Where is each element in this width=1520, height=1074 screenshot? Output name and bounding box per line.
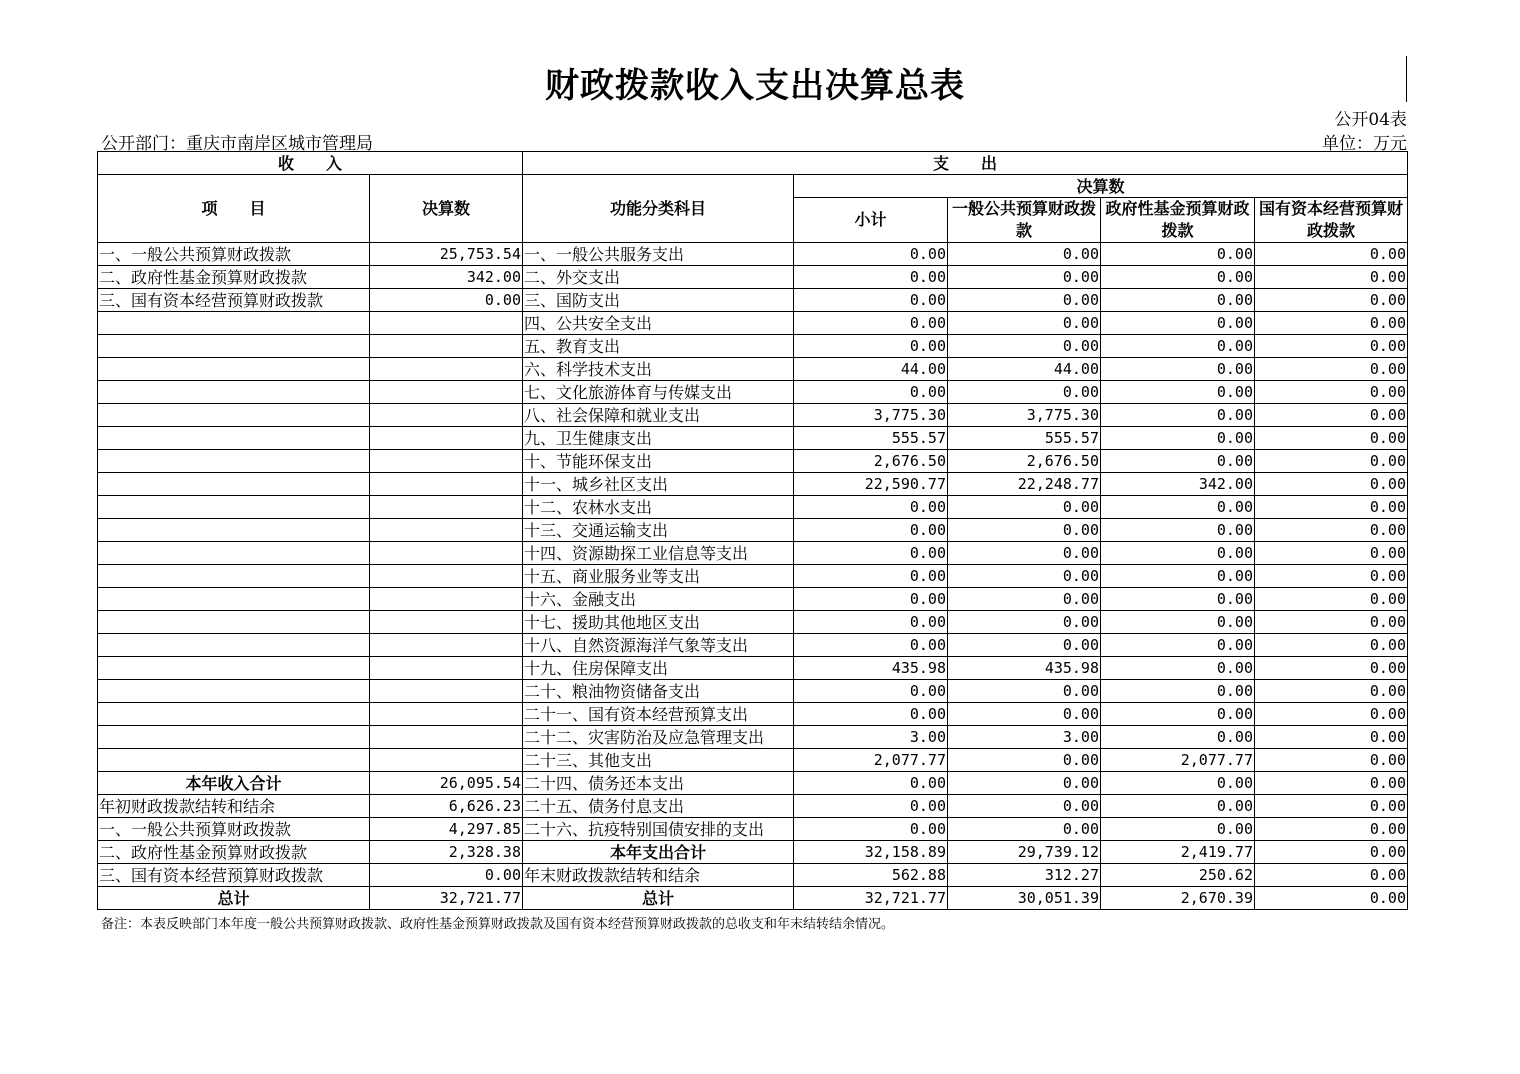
general-budget-cell: 312.27	[948, 864, 1101, 887]
subtotal-cell: 0.00	[794, 519, 948, 542]
state-capital-cell: 0.00	[1255, 496, 1408, 519]
general-budget-cell: 0.00	[948, 243, 1101, 266]
income-item-cell	[98, 335, 370, 358]
expense-header: 支 出	[523, 152, 1408, 175]
general-budget-cell: 0.00	[948, 542, 1101, 565]
unit-label: 单位：万元	[1322, 134, 1407, 154]
expense-subject-cell: 十三、交通运输支出	[523, 519, 794, 542]
subtotal-cell: 0.00	[794, 588, 948, 611]
state-capital-cell: 0.00	[1255, 634, 1408, 657]
income-amount-cell	[370, 565, 523, 588]
gov-fund-cell: 0.00	[1101, 772, 1255, 795]
state-capital-cell: 0.00	[1255, 818, 1408, 841]
table-row	[98, 726, 1408, 749]
table-row	[98, 749, 1408, 772]
income-amount-cell	[370, 588, 523, 611]
income-amount-cell	[370, 726, 523, 749]
table-row	[98, 243, 1408, 266]
final-group-header: 决算数	[794, 175, 1408, 198]
state-capital-cell: 0.00	[1255, 841, 1408, 864]
subtotal-cell: 3,775.30	[794, 404, 948, 427]
gov-fund-header: 政府性基金预算财政拨款	[1101, 198, 1255, 243]
department-label: 公开部门：重庆市南岸区城市管理局	[101, 134, 373, 154]
expense-subject-cell: 本年支出合计	[523, 841, 794, 864]
expense-subject-cell: 七、文化旅游体育与传媒支出	[523, 381, 794, 404]
expense-subject-cell: 五、教育支出	[523, 335, 794, 358]
expense-subject-cell: 十七、援助其他地区支出	[523, 611, 794, 634]
gov-fund-cell: 342.00	[1101, 473, 1255, 496]
income-amount-cell: 342.00	[370, 266, 523, 289]
page-title: 财政拨款收入支出决算总表	[545, 66, 965, 106]
subtotal-cell: 0.00	[794, 496, 948, 519]
gov-fund-cell: 0.00	[1101, 795, 1255, 818]
table-row	[98, 818, 1408, 841]
income-item-cell: 一、一般公共预算财政拨款	[98, 243, 370, 266]
function-subject-header: 功能分类科目	[523, 175, 794, 243]
subtotal-cell: 0.00	[794, 818, 948, 841]
income-amount-cell	[370, 427, 523, 450]
state-capital-cell: 0.00	[1255, 657, 1408, 680]
expense-subject-cell: 八、社会保障和就业支出	[523, 404, 794, 427]
income-header: 收 入	[98, 152, 523, 175]
expense-subject-cell: 三、国防支出	[523, 289, 794, 312]
income-amount-cell	[370, 680, 523, 703]
income-amount-cell: 4,297.85	[370, 818, 523, 841]
income-amount-cell	[370, 496, 523, 519]
gov-fund-cell: 0.00	[1101, 818, 1255, 841]
expense-subject-cell: 十五、商业服务业等支出	[523, 565, 794, 588]
general-budget-cell: 29,739.12	[948, 841, 1101, 864]
expense-subject-cell: 十一、城乡社区支出	[523, 473, 794, 496]
expense-subject-cell: 总计	[523, 887, 794, 910]
income-item-cell	[98, 726, 370, 749]
appropriation-table	[97, 151, 1408, 910]
subtotal-cell: 0.00	[794, 243, 948, 266]
expense-subject-cell: 年末财政拨款结转和结余	[523, 864, 794, 887]
income-amount-cell	[370, 519, 523, 542]
income-item-cell: 年初财政拨款结转和结余	[98, 795, 370, 818]
gov-fund-cell: 0.00	[1101, 335, 1255, 358]
final-amount-header: 决算数	[370, 175, 523, 243]
income-item-cell	[98, 542, 370, 565]
income-item-cell	[98, 473, 370, 496]
income-amount-cell: 0.00	[370, 289, 523, 312]
income-item-cell	[98, 749, 370, 772]
general-budget-cell: 0.00	[948, 611, 1101, 634]
income-amount-cell	[370, 542, 523, 565]
state-capital-cell: 0.00	[1255, 266, 1408, 289]
subtotal-cell: 0.00	[794, 795, 948, 818]
income-item-cell	[98, 519, 370, 542]
table-row	[98, 611, 1408, 634]
gov-fund-cell: 0.00	[1101, 266, 1255, 289]
subtotal-cell: 32,721.77	[794, 887, 948, 910]
state-capital-cell: 0.00	[1255, 795, 1408, 818]
gov-fund-cell: 0.00	[1101, 289, 1255, 312]
state-capital-cell: 0.00	[1255, 289, 1408, 312]
table-row	[98, 841, 1408, 864]
subtotal-cell: 0.00	[794, 703, 948, 726]
income-item-cell	[98, 703, 370, 726]
income-amount-cell	[370, 703, 523, 726]
gov-fund-cell: 0.00	[1101, 588, 1255, 611]
general-budget-cell: 0.00	[948, 818, 1101, 841]
general-budget-cell: 44.00	[948, 358, 1101, 381]
general-budget-cell: 0.00	[948, 703, 1101, 726]
expense-subject-cell: 四、公共安全支出	[523, 312, 794, 335]
subtotal-cell: 0.00	[794, 312, 948, 335]
income-item-cell: 本年收入合计	[98, 772, 370, 795]
table-row	[98, 312, 1408, 335]
income-item-cell	[98, 404, 370, 427]
expense-subject-cell: 十八、自然资源海洋气象等支出	[523, 634, 794, 657]
income-item-cell	[98, 496, 370, 519]
expense-subject-cell: 二十四、债务还本支出	[523, 772, 794, 795]
state-capital-cell: 0.00	[1255, 519, 1408, 542]
income-item-cell	[98, 588, 370, 611]
gov-fund-cell: 0.00	[1101, 243, 1255, 266]
expense-subject-cell: 十九、住房保障支出	[523, 657, 794, 680]
gov-fund-cell: 2,419.77	[1101, 841, 1255, 864]
subtotal-cell: 22,590.77	[794, 473, 948, 496]
income-item-cell: 二、政府性基金预算财政拨款	[98, 266, 370, 289]
gov-fund-cell: 2,670.39	[1101, 887, 1255, 910]
state-capital-cell: 0.00	[1255, 611, 1408, 634]
table-row	[98, 427, 1408, 450]
state-capital-cell: 0.00	[1255, 381, 1408, 404]
state-capital-cell: 0.00	[1255, 680, 1408, 703]
income-amount-cell	[370, 611, 523, 634]
income-amount-cell	[370, 473, 523, 496]
table-row	[98, 289, 1408, 312]
gov-fund-cell: 0.00	[1101, 726, 1255, 749]
general-budget-cell: 22,248.77	[948, 473, 1101, 496]
state-capital-cell: 0.00	[1255, 473, 1408, 496]
income-amount-cell: 6,626.23	[370, 795, 523, 818]
general-budget-header: 一般公共预算财政拨款	[948, 198, 1101, 243]
income-item-cell: 三、国有资本经营预算财政拨款	[98, 289, 370, 312]
gov-fund-cell: 0.00	[1101, 358, 1255, 381]
income-amount-cell	[370, 634, 523, 657]
subtotal-cell: 0.00	[794, 611, 948, 634]
expense-subject-cell: 十六、金融支出	[523, 588, 794, 611]
state-capital-cell: 0.00	[1255, 864, 1408, 887]
subtotal-cell: 0.00	[794, 542, 948, 565]
subtotal-cell: 0.00	[794, 680, 948, 703]
table-row	[98, 542, 1408, 565]
table-row	[98, 772, 1408, 795]
general-budget-cell: 0.00	[948, 795, 1101, 818]
subtotal-cell: 0.00	[794, 266, 948, 289]
subtotal-cell: 0.00	[794, 289, 948, 312]
subtotal-cell: 435.98	[794, 657, 948, 680]
income-amount-cell	[370, 450, 523, 473]
income-item-cell	[98, 611, 370, 634]
subtotal-cell: 44.00	[794, 358, 948, 381]
subtotal-cell: 0.00	[794, 634, 948, 657]
income-amount-cell: 2,328.38	[370, 841, 523, 864]
expense-subject-cell: 二十五、债务付息支出	[523, 795, 794, 818]
subtotal-cell: 0.00	[794, 772, 948, 795]
state-capital-cell: 0.00	[1255, 588, 1408, 611]
table-row	[98, 266, 1408, 289]
income-item-cell: 二、政府性基金预算财政拨款	[98, 841, 370, 864]
table-row	[98, 496, 1408, 519]
state-capital-cell: 0.00	[1255, 542, 1408, 565]
gov-fund-cell: 0.00	[1101, 565, 1255, 588]
general-budget-cell: 435.98	[948, 657, 1101, 680]
gov-fund-cell: 0.00	[1101, 404, 1255, 427]
general-budget-cell: 3.00	[948, 726, 1101, 749]
state-capital-cell: 0.00	[1255, 726, 1408, 749]
form-number: 公开04表	[1334, 110, 1407, 130]
general-budget-cell: 0.00	[948, 565, 1101, 588]
income-amount-cell: 25,753.54	[370, 243, 523, 266]
general-budget-cell: 0.00	[948, 519, 1101, 542]
gov-fund-cell: 0.00	[1101, 519, 1255, 542]
table-row	[98, 358, 1408, 381]
income-item-cell	[98, 634, 370, 657]
income-item-cell	[98, 381, 370, 404]
general-budget-cell: 0.00	[948, 772, 1101, 795]
item-header: 项 目	[98, 175, 370, 243]
general-budget-cell: 30,051.39	[948, 887, 1101, 910]
income-amount-cell	[370, 312, 523, 335]
general-budget-cell: 0.00	[948, 289, 1101, 312]
gov-fund-cell: 0.00	[1101, 611, 1255, 634]
table-row	[98, 588, 1408, 611]
expense-subject-cell: 二十三、其他支出	[523, 749, 794, 772]
expense-subject-cell: 十、节能环保支出	[523, 450, 794, 473]
income-item-cell: 三、国有资本经营预算财政拨款	[98, 864, 370, 887]
income-amount-cell	[370, 657, 523, 680]
subtotal-cell: 0.00	[794, 335, 948, 358]
table-row	[98, 795, 1408, 818]
income-item-cell: 总计	[98, 887, 370, 910]
gov-fund-cell: 250.62	[1101, 864, 1255, 887]
income-item-cell	[98, 358, 370, 381]
general-budget-cell: 0.00	[948, 634, 1101, 657]
state-capital-cell: 0.00	[1255, 450, 1408, 473]
subtotal-cell: 2,676.50	[794, 450, 948, 473]
state-capital-cell: 0.00	[1255, 703, 1408, 726]
income-amount-cell	[370, 381, 523, 404]
table-row	[98, 335, 1408, 358]
general-budget-cell: 0.00	[948, 496, 1101, 519]
state-capital-cell: 0.00	[1255, 772, 1408, 795]
expense-subject-cell: 十二、农林水支出	[523, 496, 794, 519]
income-item-cell	[98, 450, 370, 473]
income-item-cell	[98, 565, 370, 588]
general-budget-cell: 0.00	[948, 335, 1101, 358]
table-row	[98, 703, 1408, 726]
table-row	[98, 634, 1408, 657]
state-capital-cell: 0.00	[1255, 749, 1408, 772]
table-row	[98, 473, 1408, 496]
general-budget-cell: 0.00	[948, 680, 1101, 703]
footnote: 备注：本表反映部门本年度一般公共预算财政拨款、政府性基金预算财政拨款及国有资本经营预算财政拨款的总收支和年末结转结余情况。	[101, 917, 895, 932]
expense-subject-cell: 二十二、灾害防治及应急管理支出	[523, 726, 794, 749]
general-budget-cell: 0.00	[948, 312, 1101, 335]
subtotal-cell: 0.00	[794, 565, 948, 588]
table-row	[98, 519, 1408, 542]
income-amount-cell	[370, 749, 523, 772]
gov-fund-cell: 0.00	[1101, 450, 1255, 473]
subtotal-cell: 0.00	[794, 381, 948, 404]
general-budget-cell: 555.57	[948, 427, 1101, 450]
income-amount-cell	[370, 404, 523, 427]
income-item-cell	[98, 312, 370, 335]
expense-subject-cell: 二十一、国有资本经营预算支出	[523, 703, 794, 726]
gov-fund-cell: 0.00	[1101, 381, 1255, 404]
income-amount-cell	[370, 335, 523, 358]
income-amount-cell: 26,095.54	[370, 772, 523, 795]
table-row	[98, 657, 1408, 680]
general-budget-cell: 2,676.50	[948, 450, 1101, 473]
table-row	[98, 565, 1408, 588]
general-budget-cell: 0.00	[948, 266, 1101, 289]
gov-fund-cell: 0.00	[1101, 657, 1255, 680]
expense-subject-cell: 一、一般公共服务支出	[523, 243, 794, 266]
table-row	[98, 404, 1408, 427]
subtotal-cell: 2,077.77	[794, 749, 948, 772]
income-item-cell	[98, 680, 370, 703]
table-row	[98, 864, 1408, 887]
state-capital-cell: 0.00	[1255, 243, 1408, 266]
gov-fund-cell: 0.00	[1101, 703, 1255, 726]
expense-subject-cell: 二、外交支出	[523, 266, 794, 289]
state-capital-cell: 0.00	[1255, 335, 1408, 358]
gov-fund-cell: 0.00	[1101, 496, 1255, 519]
state-capital-cell: 0.00	[1255, 312, 1408, 335]
gov-fund-cell: 0.00	[1101, 680, 1255, 703]
income-amount-cell: 32,721.77	[370, 887, 523, 910]
gov-fund-cell: 0.00	[1101, 312, 1255, 335]
general-budget-cell: 3,775.30	[948, 404, 1101, 427]
table-row	[98, 450, 1408, 473]
expense-subject-cell: 二十六、抗疫特别国债安排的支出	[523, 818, 794, 841]
table-row	[98, 887, 1408, 910]
state-capital-cell: 0.00	[1255, 887, 1408, 910]
income-amount-cell	[370, 358, 523, 381]
income-item-cell: 一、一般公共预算财政拨款	[98, 818, 370, 841]
gov-fund-cell: 0.00	[1101, 634, 1255, 657]
page-edge-rule	[1406, 56, 1407, 102]
subtotal-header: 小计	[794, 198, 948, 243]
expense-subject-cell: 十四、资源勘探工业信息等支出	[523, 542, 794, 565]
general-budget-cell: 0.00	[948, 588, 1101, 611]
subtotal-cell: 32,158.89	[794, 841, 948, 864]
subtotal-cell: 555.57	[794, 427, 948, 450]
expense-subject-cell: 二十、粮油物资储备支出	[523, 680, 794, 703]
general-budget-cell: 0.00	[948, 749, 1101, 772]
gov-fund-cell: 0.00	[1101, 427, 1255, 450]
state-capital-cell: 0.00	[1255, 404, 1408, 427]
table-row	[98, 381, 1408, 404]
subtotal-cell: 3.00	[794, 726, 948, 749]
gov-fund-cell: 2,077.77	[1101, 749, 1255, 772]
income-item-cell	[98, 657, 370, 680]
gov-fund-cell: 0.00	[1101, 542, 1255, 565]
state-capital-cell: 0.00	[1255, 358, 1408, 381]
income-item-cell	[98, 427, 370, 450]
state-capital-cell: 0.00	[1255, 565, 1408, 588]
expense-subject-cell: 九、卫生健康支出	[523, 427, 794, 450]
expense-subject-cell: 六、科学技术支出	[523, 358, 794, 381]
state-capital-cell: 0.00	[1255, 427, 1408, 450]
state-capital-header: 国有资本经营预算财政拨款	[1255, 198, 1408, 243]
general-budget-cell: 0.00	[948, 381, 1101, 404]
income-amount-cell: 0.00	[370, 864, 523, 887]
subtotal-cell: 562.88	[794, 864, 948, 887]
table-row	[98, 680, 1408, 703]
